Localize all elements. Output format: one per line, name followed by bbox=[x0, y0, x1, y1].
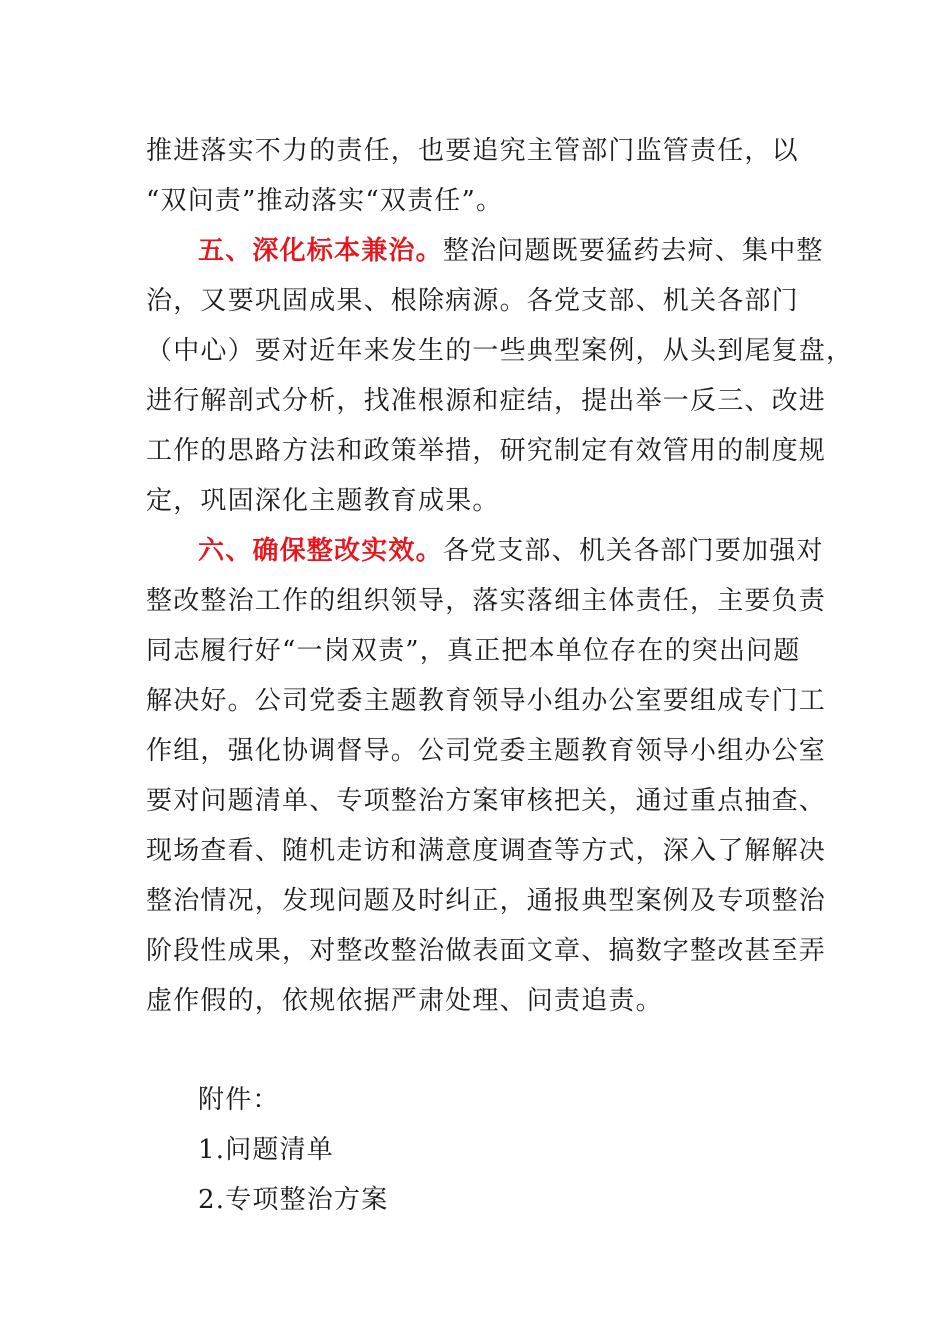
attachments-label: 附件： bbox=[198, 1085, 280, 1115]
paragraph-line: （中心）要对近年来发生的一些典型案例，从头到尾复盘， bbox=[146, 336, 854, 366]
paragraph-line: “双问责”推动落实“双责任”。 bbox=[146, 186, 504, 216]
paragraph-line: 整改整治工作的组织领导，落实落细主体责任，主要负责 bbox=[146, 586, 827, 616]
paragraph-line: 阶段性成果，对整改整治做表面文章、搞数字整改甚至弄 bbox=[146, 936, 827, 966]
section-heading-5: 五、深化标本兼治。 bbox=[198, 236, 443, 266]
paragraph-text: 整治问题既要猛药去疴、集中整 bbox=[442, 236, 824, 266]
paragraph-line: 现场查看、随机走访和满意度调查等方式，深入了解解决 bbox=[146, 836, 827, 866]
paragraph-line: 整治情况，发现问题及时纠正，通报典型案例及专项整治 bbox=[146, 886, 827, 916]
paragraph-line: 虚作假的，依规依据严肃处理、问责追责。 bbox=[146, 986, 663, 1016]
paragraph-first-line bbox=[198, 236, 824, 266]
attachment-item: 1.问题清单 bbox=[198, 1135, 335, 1165]
paragraph-line: 同志履行好“一岗双责”，真正把本单位存在的突出问题 bbox=[146, 636, 801, 666]
paragraph-line: 工作的思路方法和政策举措，研究制定有效管用的制度规 bbox=[146, 436, 827, 466]
paragraph-line: 作组，强化协调督导。公司党委主题教育领导小组办公室 bbox=[146, 736, 827, 766]
paragraph-line: 治，又要巩固成果、根除病源。各党支部、机关各部门 bbox=[146, 286, 799, 316]
paragraph-line: 推进落实不力的责任，也要追究主管部门监管责任，以 bbox=[146, 136, 799, 166]
paragraph-line: 解决好。公司党委主题教育领导小组办公室要组成专门工 bbox=[146, 686, 827, 716]
section-heading-6: 六、确保整改实效。 bbox=[198, 536, 443, 566]
paragraph-line: 定，巩固深化主题教育成果。 bbox=[146, 486, 500, 516]
paragraph-line: 要对问题清单、专项整治方案审核把关，通过重点抽查、 bbox=[146, 786, 827, 816]
attachment-item: 2.专项整治方案 bbox=[198, 1185, 389, 1215]
paragraph-text: 各党支部、机关各部门要加强对 bbox=[442, 536, 824, 566]
paragraph-first-line bbox=[198, 536, 824, 566]
paragraph-line: 进行解剖式分析，找准根源和症结，提出举一反三、改进 bbox=[146, 386, 827, 416]
